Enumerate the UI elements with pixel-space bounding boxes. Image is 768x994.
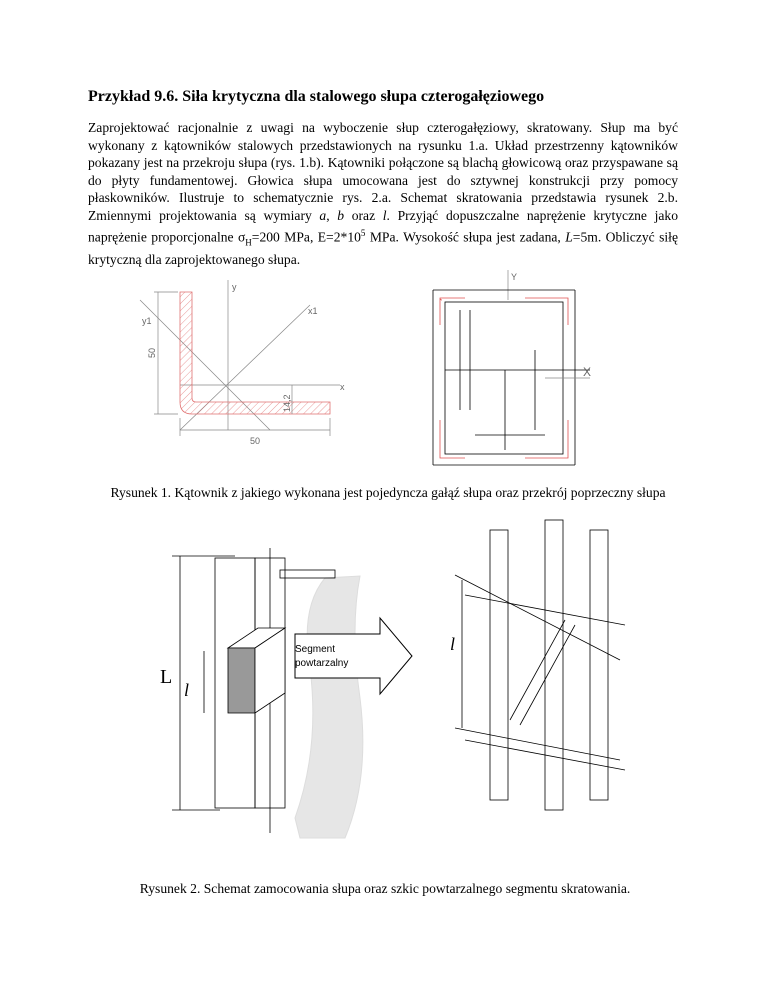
- text-p3: =200 MPa, E=2*10: [251, 229, 361, 245]
- axis-label-x: x: [340, 382, 345, 392]
- label-l-left: l: [184, 680, 190, 700]
- sigma-symbol: σ: [237, 229, 246, 245]
- text-p2: . Przyjąć dopuszczalne naprężenie krytyczne jako naprężenie proporcjonalne: [88, 207, 678, 245]
- axis-label-x1: x1: [308, 306, 318, 316]
- column-mounting-schematic: [160, 548, 400, 848]
- label-l-right: l: [450, 634, 456, 654]
- axis-label-y1: y1: [142, 316, 152, 326]
- text-comma: ,: [326, 207, 338, 223]
- var-a: a: [319, 207, 327, 223]
- text-p1: Zaprojektować racjonalnie z uwagi na wyboczenie słup czterogałęziowy, skratowany. Słup ma być wykonany z kątowników stalowych przedstawionych na rysunku 1.a. Układ przestrzenny kątowników pokazany jest na przekroju słupa (rys. 1.b). Kątowniki połączone są blachą głowicową oraz przyspawane są do płyty fundamentowej. Głowica słupa umocowana jest do sztywnej konstrukcji przy pomocy płaskowników. Ilustruje to schematycznie rys. 2.a. Schemat skratowania przedstawia rysunek 2.b. Zmiennymi projektowania są wymiary: [88, 120, 678, 223]
- figure2-caption: Rysunek 2. Schemat zamocowania słupa oraz szkic powtarzalnego segmentu skratowania.: [139, 881, 631, 896]
- var-L: L: [565, 229, 573, 245]
- dim-14-2: 14,2: [282, 394, 292, 412]
- text-p5: =5m. Obliczyć siłę krytyczną dla zaprojektowanego słupa.: [88, 229, 678, 268]
- exponent: 5: [360, 227, 366, 238]
- text-oraz: oraz: [344, 207, 383, 223]
- figure1-caption: Rysunek 1. Kątownik z jakiego wykonana jest pojedyncza gałąź słupa oraz przekrój poprzeczny słupa: [110, 485, 666, 500]
- segment-label-line2: powtarzalny: [295, 658, 349, 669]
- dim-50-vertical: 50: [147, 347, 157, 358]
- label-L: L: [160, 666, 173, 688]
- var-l: l: [382, 207, 387, 223]
- segment-label-line1: Segment: [295, 644, 336, 655]
- column-cross-section-drawing: [425, 270, 595, 470]
- var-b: b: [337, 207, 345, 223]
- repeating-segment-sketch: [430, 520, 640, 810]
- example-title: Przykład 9.6. Siła krytyczna dla stalowego słupa czterogałęziowego: [88, 88, 545, 105]
- axis-label-X: X: [583, 365, 592, 379]
- text-p4: MPa. Wysokość słupa jest zadana,: [365, 229, 566, 245]
- dim-50-horizontal: 50: [250, 436, 261, 446]
- problem-statement: [88, 119, 678, 269]
- axis-label-Y: Y: [511, 272, 518, 282]
- angle-section-drawing: [140, 280, 370, 450]
- sigma-subscript: H: [245, 236, 252, 247]
- axis-label-y: y: [232, 282, 237, 292]
